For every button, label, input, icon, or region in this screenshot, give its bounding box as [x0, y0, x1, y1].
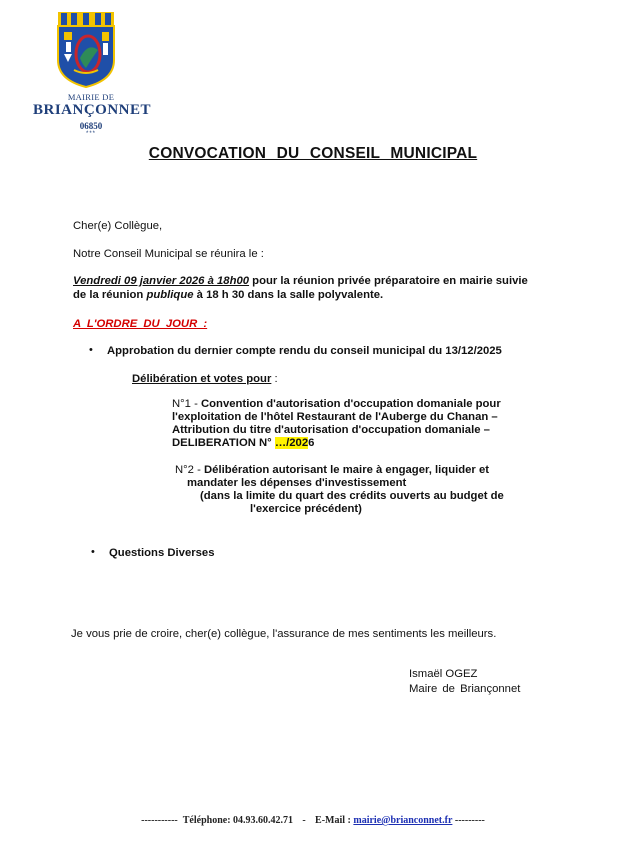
- n1-line2: l'exploitation de l'hôtel Restaurant de l'Auberge du Chanan –: [172, 411, 498, 423]
- footer-dashes-right: ---------: [454, 815, 485, 826]
- n1-line1: Convention d'autorisation d'occupation domaniale pour: [201, 398, 501, 410]
- n1-number-highlight: …/202: [274, 437, 309, 449]
- intro-text: Notre Conseil Municipal se réunira le :: [73, 248, 264, 260]
- closing-text: Je vous prie de croire, cher(e) collègue, l'assurance de mes sentiments les meilleurs.: [71, 628, 497, 640]
- footer-contact: [0, 815, 626, 826]
- signature-role: Maire de Briançonnet: [409, 683, 521, 695]
- meeting-public: publique: [146, 289, 194, 301]
- footer-dashes-left: -----------: [141, 815, 178, 826]
- commune-crest-logo: [56, 12, 116, 88]
- n1-prefix: N°1 -: [172, 398, 201, 410]
- n1-line4-b: 6: [308, 437, 315, 449]
- footer-separator: -: [302, 815, 306, 826]
- deliberation-n1: [172, 398, 572, 450]
- meeting-line2-a: de la réunion: [73, 289, 147, 301]
- decorative-stars: ***: [85, 131, 96, 137]
- postcode: 06850: [79, 121, 103, 131]
- n2-line2: mandater les dépenses d'investissement: [187, 477, 407, 489]
- n2-prefix: N°2 -: [175, 464, 204, 476]
- footer-email-link[interactable]: mairie@brianconnet.fr: [353, 815, 453, 826]
- footer-phone: Téléphone: 04.93.60.42.71: [182, 815, 294, 826]
- greeting: Cher(e) Collègue,: [73, 220, 163, 232]
- meeting-date-time: Vendredi 09 janvier 2026 à 18h00: [73, 275, 250, 287]
- deliberations-label: Délibération et votes pour: [132, 373, 272, 385]
- n2-line1: Délibération autorisant le maire à engager, liquider et: [204, 464, 490, 476]
- mairie-de-label: MAIRIE DE: [67, 92, 115, 102]
- footer-email-label: E-Mail :: [315, 815, 351, 826]
- n2-line4: l'exercice précédent): [250, 503, 362, 515]
- deliberations-label-line: [132, 372, 278, 386]
- n1-line4-a: DELIBERATION N°: [172, 437, 275, 449]
- deliberation-n2: [175, 464, 575, 516]
- agenda-heading: A L'ORDRE DU JOUR :: [73, 318, 208, 330]
- meeting-details: [73, 274, 573, 302]
- n1-line3: Attribution du titre d'autorisation d'occupation domaniale –: [172, 424, 490, 436]
- meeting-line2-b: à 18 h 30 dans la salle polyvalente.: [193, 289, 384, 301]
- bullet-icon: •: [91, 546, 95, 558]
- commune-name: BRIANÇONNET: [32, 102, 151, 118]
- n2-line3: (dans la limite du quart des crédits ouverts au budget de: [200, 490, 504, 502]
- meeting-line1-rest: pour la réunion privée préparatoire en mairie suivie: [249, 275, 528, 287]
- agenda-item-questions: Questions Diverses: [109, 547, 215, 559]
- signature-name: Ismaël OGEZ: [409, 668, 478, 680]
- deliberations-colon: :: [271, 373, 278, 385]
- document-title: CONVOCATION DU CONSEIL MUNICIPAL: [148, 145, 478, 162]
- agenda-item-approbation: Approbation du dernier compte rendu du conseil municipal du 13/12/2025: [107, 345, 502, 357]
- bullet-icon: •: [89, 344, 93, 356]
